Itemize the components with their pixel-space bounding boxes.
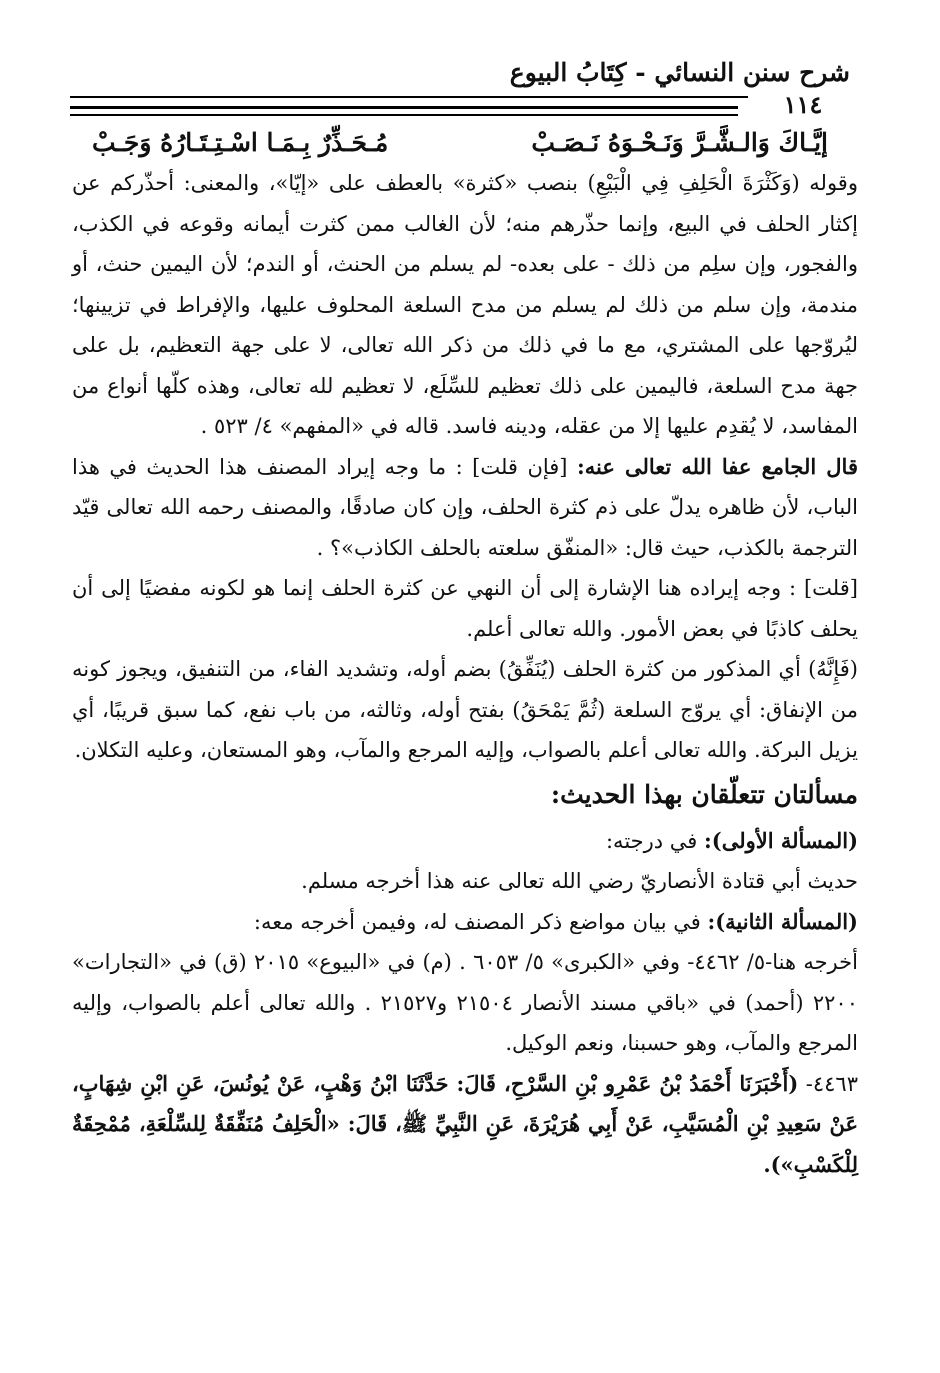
question-paragraph xyxy=(72,447,858,569)
issue-one-label: (المسألة الأولى): xyxy=(704,827,858,853)
issue-one-heading xyxy=(72,821,858,862)
verse-first-hemistich: إيَّـاكَ وَالـشَّـرَّ وَنَـحْـوَهُ نَـصَـبْ xyxy=(531,128,828,157)
header-double-rule-lower xyxy=(70,114,738,116)
page-header xyxy=(70,48,858,119)
hadith-text: (أَخْبَرَنَا أَحْمَدُ بْنُ عَمْرِو بْنِ السَّرْحِ، قَالَ: حَدَّثَنَا ابْنُ وَهْبٍ، عَنْ يُونُسَ، عَنِ ابْنِ شِهَابٍ، عَنْ سَعِيدِ بْنِ الْمُسَيَّبِ، عَنْ أَبِي هُرَيْرَةَ، عَنِ النَّبِيِّ ﷺ، قَالَ: «الْحَلِفُ مُنَفِّقَةٌ لِلسِّلْعَةِ، مُمْحِقَةٌ لِلْكَسْبِ»). xyxy=(72,1070,858,1177)
verse-second-hemistich: مُـحَـذِّرٌ بِـمَـا اسْـتِـتَـارُهُ وَجَـبْ xyxy=(92,128,389,157)
commentary-paragraph: وقوله (وَكَثْرَةَ الْحَلِفِ فِي الْبَيْعِ) بنصب «كثرة» بالعطف على «إيّا»، والمعنى: أحذّركم عن إكثار الحلف في البيع، وإنما حذّرهم منه؛ لأن الغالب ممن كثرت أيمانه وقوعه في الكذب، والفجور، وإن سلِم من ذلك - على بعده- لم يسلم من الحنث، أو الندم؛ لأن اليمين حنث، أو مندمة، وإن سلم من ذلك لم يسلم من مدح السلعة المحلوف عليها، والإفراط في تزيينها؛ ليُروّجها على المشتري، مع ما في ذلك من ذكر الله تعالى، لا على جهة التعظيم، بل على جهة مدح السلعة، فاليمين على ذلك تعظيم للسِّلَع، لا تعظيم لله تعالى، وهذه كلّها أنواع من المفاسد، لا يُقدِم عليها إلا من عقله، ودينه فاسد. قاله في «المفهم» ٤/ ٥٢٣ . xyxy=(72,171,858,438)
hadith-number: ٤٤٦٣- xyxy=(805,1071,858,1096)
poetry-verse xyxy=(92,128,828,157)
answer-paragraph: [قلت] : وجه إيراده هنا الإشارة إلى أن النهي عن كثرة الحلف إنما هو لكونه مفضيًا إلى أن يحلف كاذبًا في بعض الأمور. والله تعالى أعلم. xyxy=(72,576,858,641)
running-title: شرح سنن النسائي - كِتَابُ البيوع xyxy=(509,58,850,87)
issue-one-title: في درجته: xyxy=(605,828,698,853)
page-number: ١١٤ xyxy=(748,90,858,119)
explanation-paragraph: (فَإِنَّهُ) أي المذكور من كثرة الحلف (يُنَفِّقُ) بضم أوله، وتشديد الفاء، من التنفيق، ويجوز كونه من الإنفاق: أي يروّج السلعة (ثُمَّ يَمْحَقُ) بفتح أوله، وثالثه، من باب نفع، كما سبق قريبًا، أي يزيل البركة. والله تعالى أعلم بالصواب، وإليه المرجع والمآب، وهو المستعان، وعليه التكلان. xyxy=(72,657,858,762)
issue-two-heading xyxy=(72,902,858,943)
author-note-label: قال الجامع عفا الله تعالى عنه: xyxy=(576,453,858,479)
page-body xyxy=(72,128,858,1185)
question-text: [فإن قلت] : ما وجه إيراد المصنف هذا الحديث في هذا الباب، لأن ظاهره يدلّ على ذم كثرة الحلف، وإن كان صادقًا، والمصنف رحمه الله تعالى قيّد الترجمة بالكذب، حيث قال: «المنفّق سلعته بالحلف الكاذب»؟ . xyxy=(72,454,858,560)
header-double-rule-upper xyxy=(70,106,738,109)
hadith-paragraph xyxy=(72,1064,858,1186)
header-rule xyxy=(70,96,858,98)
section-heading: مسألتان تتعلّقان بهذا الحديث: xyxy=(550,779,858,809)
issue-two-label: (المسألة الثانية): xyxy=(707,908,858,934)
issue-two-body: أخرجه هنا-٥/ ٤٤٦٢- وفي «الكبرى» ٥/ ٦٠٥٣ . (م) في «البيوع» ٢٠١٥ (ق) في «التجارات» ٢٢٠٠ (أحمد) في «باقي مسند الأنصار ٢١٥٠٤ و٢١٥٢٧ . والله تعالى أعلم بالصواب، وإليه المرجع والمآب، وهو حسبنا، ونعم الوكيل. xyxy=(72,950,858,1055)
issue-two-title: في بيان مواضع ذكر المصنف له، وفيمن أخرجه معه: xyxy=(253,909,701,934)
issue-one-body: حديث أبي قتادة الأنصاريّ رضي الله تعالى عنه هذا أخرجه مسلم. xyxy=(301,869,858,893)
